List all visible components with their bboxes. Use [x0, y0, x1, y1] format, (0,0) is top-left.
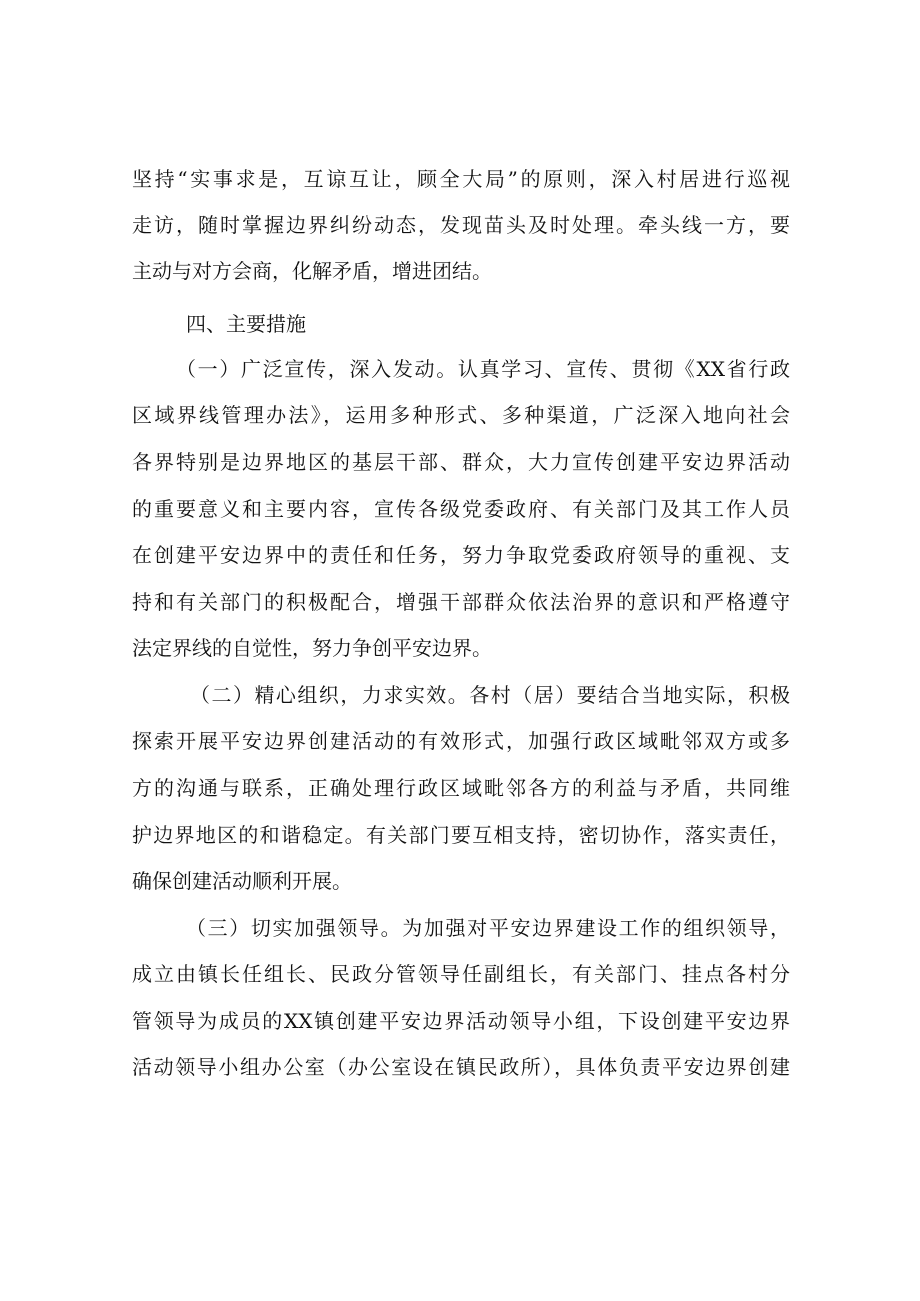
text-line: 确保创建活动顺利开展。 [132, 869, 352, 893]
text-line: 护边界地区的和谐稳定。有关部门要互相支持，密切协作，落实责任， [132, 823, 790, 847]
paragraph-first-line: （二）精心组织，力求实效。各村（居）要结合当地实际，积极 [190, 683, 790, 707]
text-line: 的重要意义和主要内容，宣传各级党委政府、有关部门及其工作人员 [132, 497, 790, 521]
paragraph-first-line: （一）广泛宣传，深入发动。认真学习、宣传、贯彻《XX省行政 [176, 357, 790, 381]
text-line: 持和有关部门的积极配合，增强干部群众依法治界的意识和严格遵守 [132, 590, 790, 614]
text-line: 坚持“实事求是，互谅互让，顾全大局”的原则，深入村居进行巡视 [132, 167, 790, 191]
text-line: 区域界线管理办法》，运用多种形式、多种渠道，广泛深入地向社会 [132, 403, 790, 427]
text-line: 成立由镇长任组长、民政分管领导任副组长，有关部门、挂点各村分 [132, 962, 790, 986]
section-heading: 四、主要措施 [186, 312, 306, 336]
text-line: 各界特别是边界地区的基层干部、群众，大力宣传创建平安边界活动 [132, 450, 790, 474]
text-line: 管领导为成员的XX镇创建平安边界活动领导小组，下设创建平安边界 [132, 1009, 790, 1033]
text-line: 法定界线的自觉性，努力争创平安边界。 [132, 636, 492, 660]
paragraph-first-line: （三）切实加强领导。为加强对平安边界建设工作的组织领导， [186, 916, 790, 940]
text-line: 走访，随时掌握边界纠纷动态，发现苗头及时处理。牵头线一方，要 [132, 213, 790, 237]
text-line: 方的沟通与联系，正确处理行政区域毗邻各方的利益与矛盾，共同维 [132, 776, 790, 800]
text-line: 主动与对方会商，化解矛盾，增进团结。 [132, 259, 492, 283]
text-line: 探索开展平安边界创建活动的有效形式，加强行政区域毗邻双方或多 [132, 729, 790, 753]
text-line: 在创建平安边界中的责任和任务，努力争取党委政府领导的重视、支 [132, 543, 790, 567]
text-line: 活动领导小组办公室（办公室设在镇民政所），具体负责平安边界创建 [132, 1055, 790, 1079]
